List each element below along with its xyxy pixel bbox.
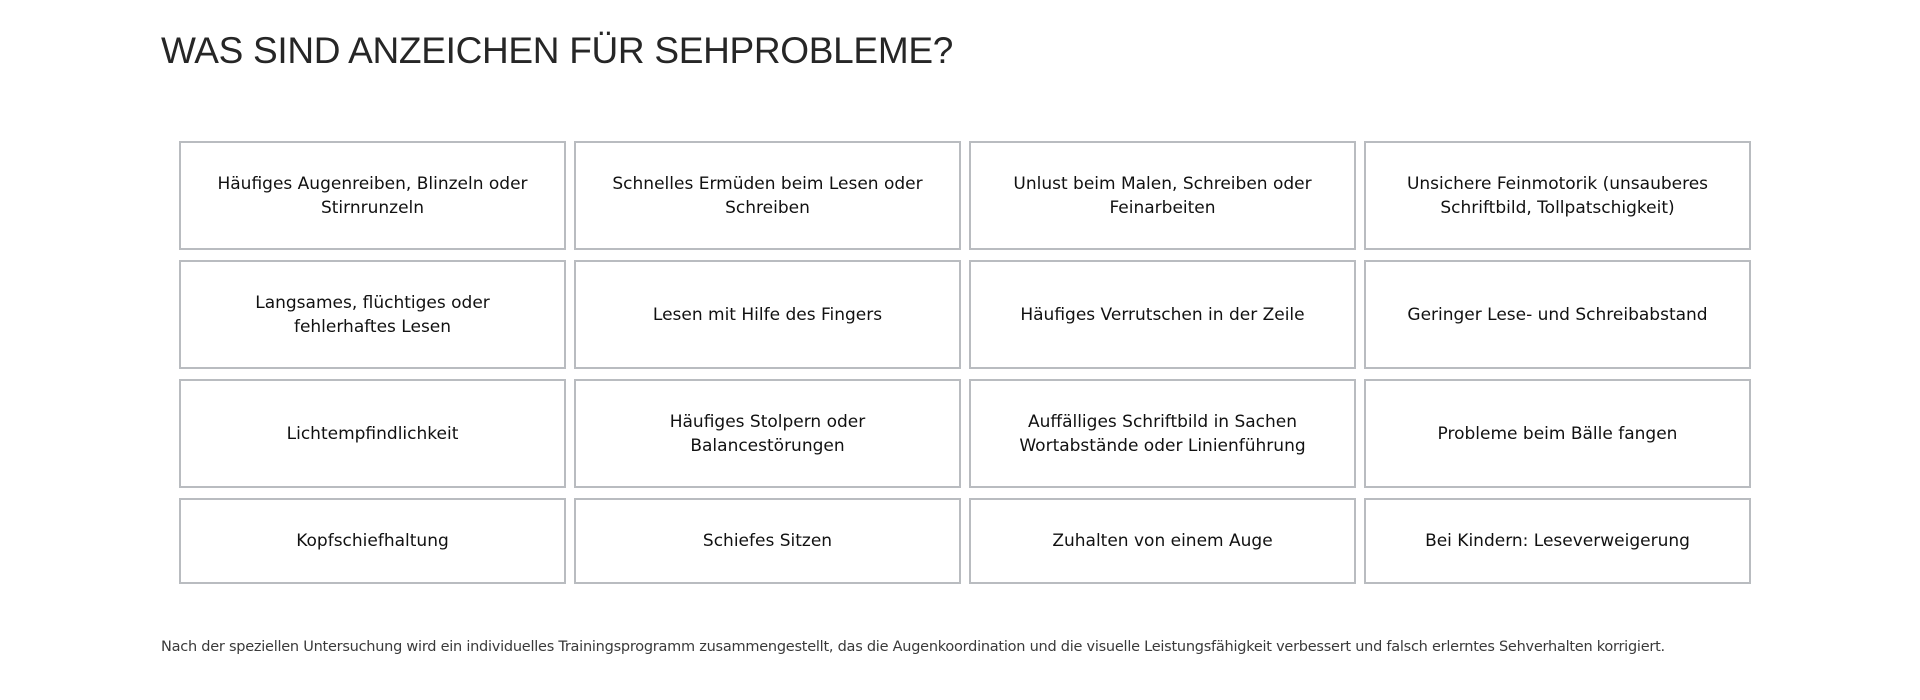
sign-text: Langsames, flüchtiges oder fehlerhaftes Lesen	[255, 292, 490, 337]
sign-card-finger-reading	[574, 260, 961, 369]
sign-text: Häufiges Augenreiben, Blinzeln oder Stirnrunzeln	[217, 173, 528, 218]
sign-card-slow-reading	[179, 260, 566, 369]
sign-text: Probleme beim Bälle fangen	[1437, 423, 1678, 444]
sign-text: Bei Kindern: Leseverweigerung	[1425, 531, 1690, 551]
sign-text: Kopfschiefhaltung	[296, 531, 449, 551]
sign-card-head-tilt	[179, 498, 566, 584]
sign-card-fast-fatigue	[574, 141, 961, 250]
sign-text: Schiefes Sitzen	[702, 531, 833, 551]
sign-card-reluctance-drawing	[969, 141, 1356, 250]
sign-card-line-slipping	[969, 260, 1356, 369]
sign-text: Lesen mit Hilfe des Fingers	[652, 304, 883, 325]
sign-text: Geringer Lese- und Schreibabstand	[1407, 304, 1708, 325]
sign-card-handwriting	[969, 379, 1356, 488]
sign-card-crooked-sitting	[574, 498, 961, 584]
footnote-text: Nach der speziellen Untersuchung wird ein individuelles Trainingsprogramm zusammengestellt, das die Augenkoordination und die visuelle Leistungsfähigkeit verbessert und falsch erlerntes Sehverhalten korrigiert.	[161, 639, 1665, 655]
sign-card-reading-refusal	[1364, 498, 1751, 584]
sign-card-stumbling	[574, 379, 961, 488]
sign-card-short-distance	[1364, 260, 1751, 369]
sign-text: Unsichere Feinmotorik (unsauberes Schriftbild, Tollpatschigkeit)	[1406, 173, 1709, 218]
sign-text: Zuhalten von einem Auge	[1052, 531, 1273, 551]
signs-grid	[179, 141, 1751, 584]
sign-text: Schnelles Ermüden beim Lesen oder Schreiben	[612, 173, 923, 218]
sign-text: Häufiges Verrutschen in der Zeile	[1020, 304, 1305, 325]
sign-text: Unlust beim Malen, Schreiben oder Feinarbeiten	[1013, 173, 1312, 218]
sign-text: Auffälliges Schriftbild in Sachen Wortabstände oder Linienführung	[1019, 411, 1306, 456]
sign-card-light-sensitivity	[179, 379, 566, 488]
sign-card-ball-catching	[1364, 379, 1751, 488]
sign-card-frequent-eye-rubbing	[179, 141, 566, 250]
sign-card-covering-eye	[969, 498, 1356, 584]
sign-text: Lichtempfindlichkeit	[286, 423, 459, 444]
sign-text: Häufiges Stolpern oder Balancestörungen	[669, 411, 866, 456]
page-title: WAS SIND ANZEICHEN FÜR SEHPROBLEME?	[161, 30, 953, 71]
sign-card-fine-motor-skills	[1364, 141, 1751, 250]
